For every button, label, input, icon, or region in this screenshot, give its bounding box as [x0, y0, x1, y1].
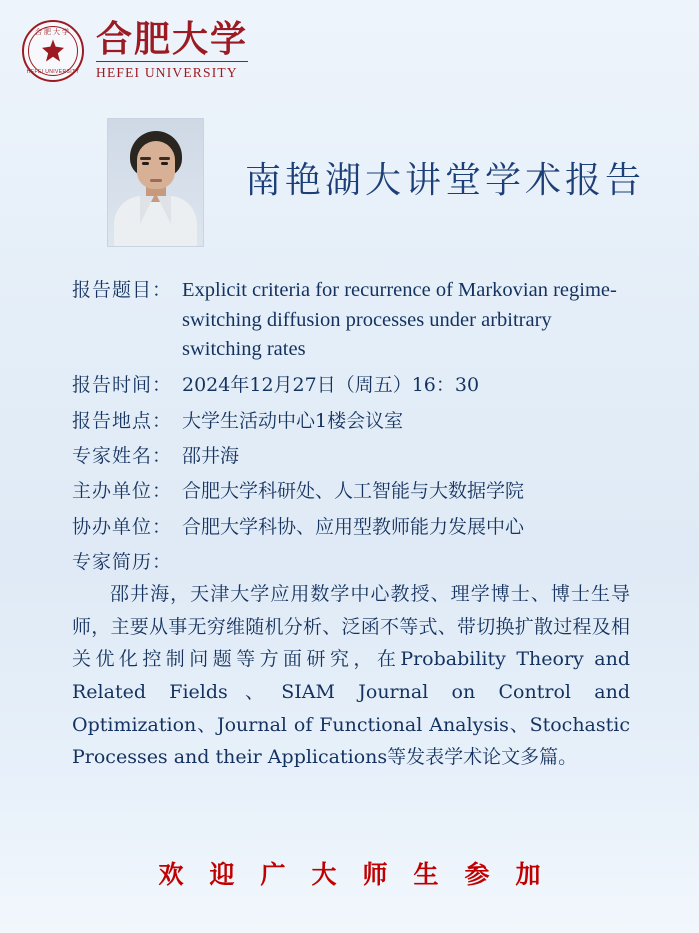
university-logo: [22, 20, 248, 82]
info-row-coorganizer: [72, 513, 632, 542]
seal-top-text: 合肥大学: [35, 28, 71, 36]
info-label-coorganizer: 协办单位：: [72, 515, 173, 538]
portrait-collar-right: [157, 196, 171, 224]
info-label-organizer: 主办单位：: [72, 480, 173, 503]
speaker-portrait: [107, 118, 204, 247]
portrait-brow-right: [159, 157, 170, 160]
info-value-organizer: 合肥大学科研处、人工智能与大数据学院: [182, 480, 525, 503]
seal-bottom-text: HEFEI UNIVERSITY: [26, 69, 80, 75]
speaker-biography: 邵井海，天津大学应用数学中心教授、理学博士、博士生导师，主要从事无穷维随机分析、泛函不等式、带切换扩散过程及相关优化控制问题等方面研究，在Probability Theory and Related Fields、SIAM Journal on Control and Optimization、Journal of Functional Analysis、Stochastic Processes and their Applications等发表学术论文多篇。: [72, 583, 630, 769]
info-label-bio: 专家简历：: [72, 551, 173, 574]
info-label-location: 报告地点：: [72, 409, 173, 432]
info-value-coorganizer: 合肥大学科协、应用型教师能力发展中心: [182, 515, 525, 538]
portrait-body: [114, 196, 197, 246]
info-value-location: 大学生活动中心1楼会议室: [182, 409, 404, 432]
lecture-info-list: [72, 276, 632, 584]
info-row-time: [72, 371, 632, 400]
info-row-topic: [72, 276, 632, 365]
portrait-face: [137, 141, 175, 189]
info-value-topic: Explicit criteria for recurrence of Markovian regime-switching diffusion processes under arbitrary switching rates: [182, 279, 617, 361]
info-label-topic: 报告题目：: [72, 279, 173, 301]
logo-wordmark: [96, 21, 248, 81]
info-row-location: [72, 407, 632, 436]
portrait-eye-left: [142, 162, 149, 165]
info-label-time: 报告时间：: [72, 374, 173, 397]
portrait-eye-right: [161, 162, 168, 165]
university-seal-icon: [22, 20, 84, 82]
logo-name-cn: 合肥大学: [96, 19, 249, 61]
info-value-speaker: 邵井海: [182, 445, 240, 468]
logo-name-en: HEFEI UNIVERSITY: [96, 61, 248, 81]
portrait-collar-left: [140, 196, 154, 224]
info-row-organizer: [72, 477, 632, 506]
page-title: 南艳湖大讲堂学术报告: [245, 160, 646, 201]
portrait-mouth: [150, 179, 162, 182]
info-label-speaker: 专家姓名：: [72, 445, 173, 468]
info-row-bio-heading: [72, 548, 632, 577]
info-value-time: 2024年12月27日（周五）16：30: [182, 374, 480, 397]
welcome-footer: 欢迎广大师生参加: [158, 860, 567, 889]
info-row-speaker: [72, 442, 632, 471]
portrait-brow-left: [140, 157, 151, 160]
